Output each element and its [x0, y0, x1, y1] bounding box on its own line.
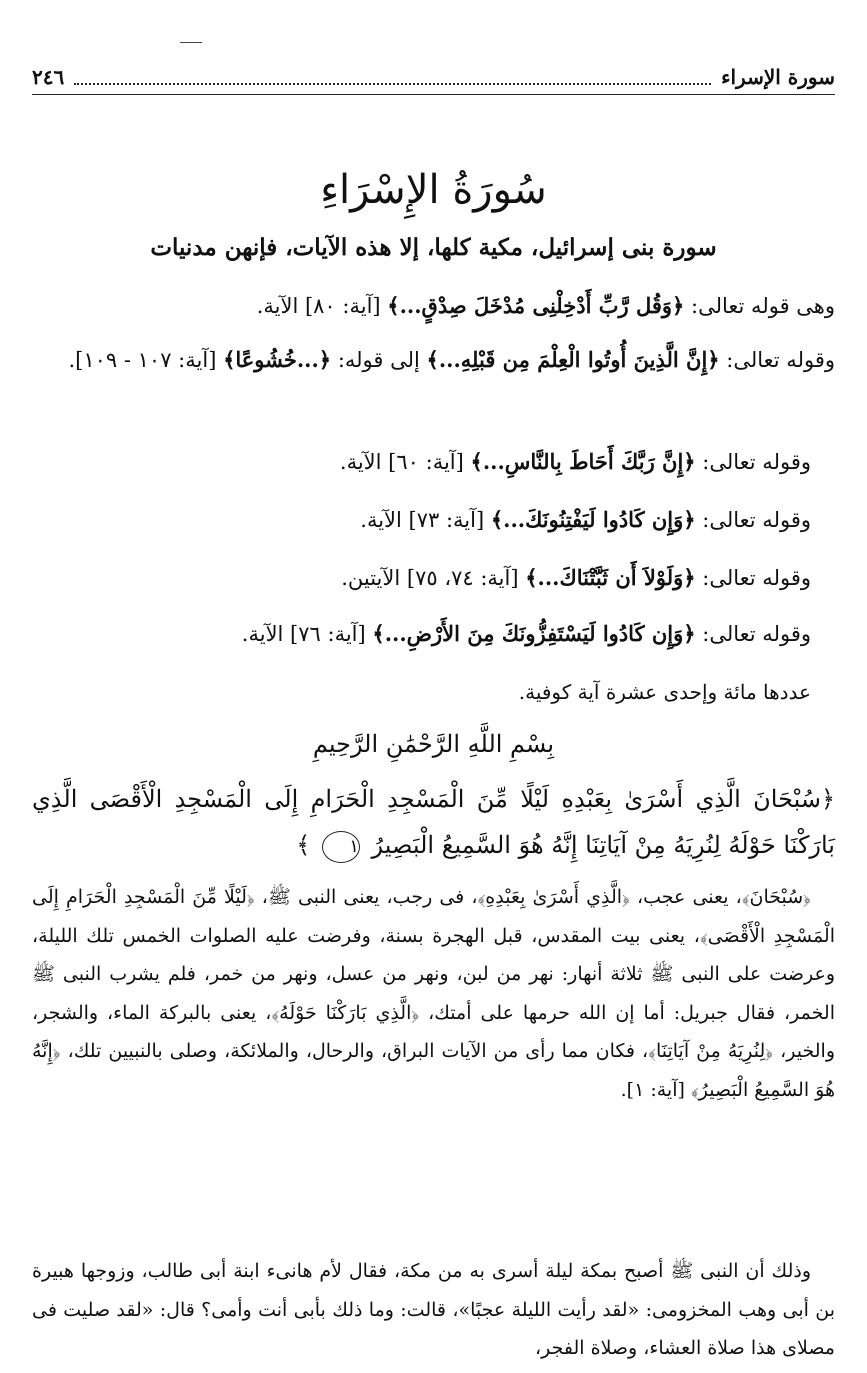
surah-subtitle: سورة بنى إسرائيل، مكية كلها، إلا هذه الآيات، فإنهن مدنيات	[150, 234, 717, 261]
book-page	[32, 0, 835, 1373]
exception-line: وهى قوله تعالى: ﴿وَقُل رَّبِّ أَدْخِلْنِى مُدْخَلَ صِدْقٍ...﴾ [آية: ٨٠] الآية.	[256, 293, 835, 318]
decorative-mark	[180, 42, 202, 43]
commentary-paragraph: ﴿سُبْحَانَ﴾، يعنى عجب، ﴿الَّذِي أَسْرَىٰ بِعَبْدِهِ﴾، فى رجب، يعنى النبى ﷺ، ﴿لَيْلًا مِّنَ الْمَسْجِدِ الْحَرَامِ إِلَى الْمَسْجِدِ الْأَقْصَى﴾، يعنى بيت المقدس، قبل الهجرة بسنة، وفرضت عليه الصلوات الخمس تلك الليلة، وعرضت على النبى ﷺ ثلاثة أنهار: نهر من لبن، ونهر من عسل، ونهر من خمر، فلم يشرب النبى ﷺ الخمر، فقال جبريل: أما إن الله حرمها على أمتك، ﴿الَّذِي بَارَكْنَا حَوْلَهُ﴾، يعنى بالبركة الماء، والشجر، والخير، ﴿لِنُرِيَهُ مِنْ آيَاتِنَا﴾، فكان مما رأى من الآيات البراق، والرحال، والملائكة، وصلى بالنبيين تلك، ﴿إِنَّهُ هُوَ السَّمِيعُ الْبَصِيرُ﴾ [آية: ١].	[32, 886, 835, 1101]
narrative-paragraph: وذلك أن النبى ﷺ أصبح بمكة ليلة أسرى به من مكة، فقال لأم هانىء ابنة أبى طالب، وزوجها هبيرة بن أبى وهب المخزومى: «لقد رأيت الليلة عجبًا»، قالت: وما ذلك بأبى أنت وأمى؟ قال: «لقد صليت فى مصلاى هذا صلاة العشاء، وصلاة الفجر،	[32, 1260, 835, 1360]
surah-title: سُورَةُ الإِسْرَاءِ	[320, 167, 547, 213]
exception-line: وقوله تعالى: ﴿وَلَوْلاَ أَن ثَبَّتْنَاكَ...﴾ [آية: ٧٤، ٧٥] الآيتين.	[341, 565, 811, 590]
exception-line: وقوله تعالى: ﴿وَإِن كَادُوا لَيَسْتَفِزُّونَكَ مِنَ الأَرْضِ...﴾ [آية: ٧٦] الآية.	[241, 621, 811, 646]
running-header	[32, 60, 835, 94]
verse-close: ﴾	[296, 831, 311, 859]
exception-line: وقوله تعالى: ﴿وَإِن كَادُوا لَيَفْتِنُونَكَ...﴾ [آية: ٧٣] الآية.	[360, 507, 811, 532]
page-number: ٢٤٦	[32, 65, 65, 89]
running-title: سورة الإسراء	[721, 65, 835, 89]
exception-line: وقوله تعالى: ﴿إِنَّ الَّذِينَ أُوتُوا الْعِلْمَ مِن قَبْلِهِ...﴾ إلى قوله: ﴿...خُشُوعًا﴾ [آية: ١٠٧ - ١٠٩].	[68, 347, 835, 372]
exception-line: وقوله تعالى: ﴿إِنَّ رَبَّكَ أَحَاطَ بِالنَّاسِ...﴾ [آية: ٦٠] الآية.	[339, 449, 811, 474]
verse-text: ﴿سُبْحَانَ الَّذِي أَسْرَىٰ بِعَبْدِهِ لَيْلًا مِّنَ الْمَسْجِدِ الْحَرَامِ إِلَى الْمَسْجِدِ الْأَقْصَى الَّذِي بَارَكْنَا حَوْلَهُ لِنُرِيَهُ مِنْ آيَاتِنَا إِنَّهُ هُوَ السَّمِيعُ الْبَصِيرُ	[32, 785, 835, 859]
basmala: بِسْمِ اللَّهِ الرَّحْمَٰنِ الرَّحِيمِ	[312, 730, 555, 758]
ayah-number-marker: ١	[322, 831, 360, 863]
leader-dots	[74, 69, 711, 85]
verse-count-note: عددها مائة وإحدى عشرة آية كوفية.	[518, 680, 811, 704]
header-rule	[32, 94, 835, 95]
quran-verse	[32, 776, 835, 868]
